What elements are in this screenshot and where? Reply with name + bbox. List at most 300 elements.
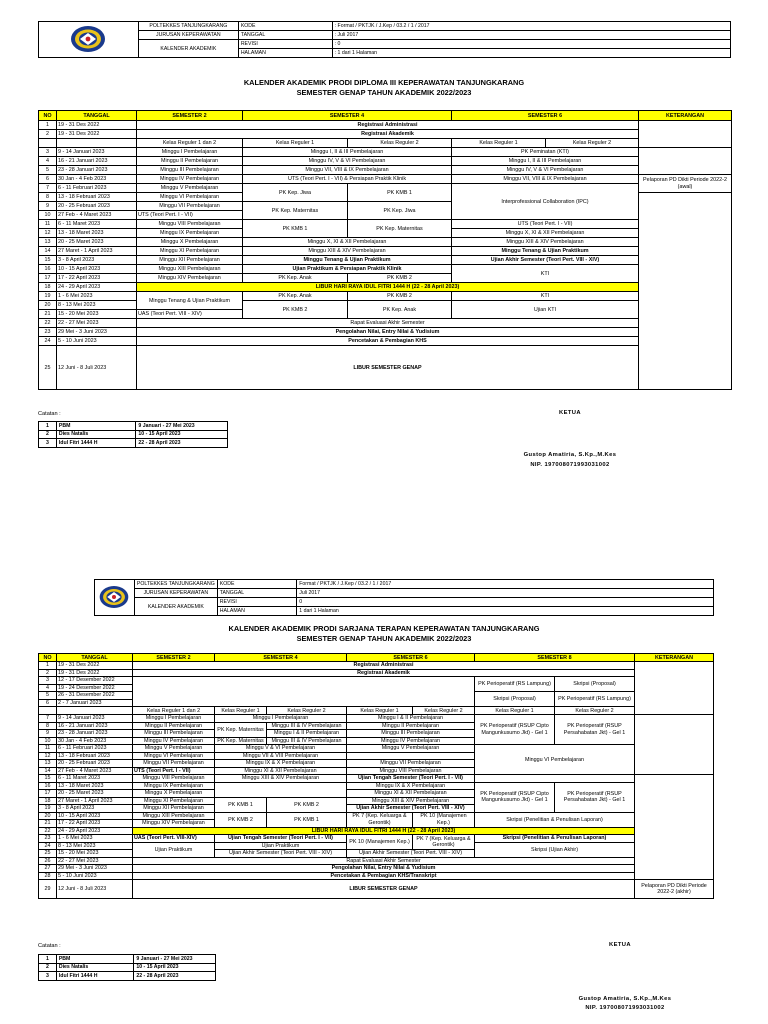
row-date: 9 - 14 Januari 2023 [57,148,137,157]
cell-activity: Rapat Evaluasi Akhir Semester [133,857,635,865]
row-date: 19 - 31 Des 2022 [57,130,137,139]
row-no: 10 [39,737,57,745]
row-date: 3 - 8 April 2023 [57,256,137,265]
cell-activity: Minggu XII Pembelajaran [133,805,215,813]
row-date: 30 Jan - 4 Feb 2023 [57,175,137,184]
cell-activity: UAS (Teori Pert. VIII - XIV) [137,310,243,319]
calendar-subtitle-d3: SEMESTER GENAP TAHUN AKADEMIK 2022/2023 [296,88,472,97]
cell-activity: PK Kep. Maternitas [348,220,452,238]
row-date: 30 Jan - 4 Feb 2023 [57,737,133,745]
row-no: 20 [39,812,57,820]
holiday-row: LIBUR HARI RAYA IDUL FITRI 1444 H (22 - 28 April 2023) [137,283,639,292]
row-date: 12 - 17 Desember 2022 [57,677,133,685]
row-no: 3 [39,677,57,685]
signatory-nip: NIP. 197008071993031002 [530,462,610,468]
row-no: 10 [39,211,57,220]
row-no: 13 [39,238,57,247]
institution-name: POLTEKKES TANJUNGKARANG [134,580,217,589]
cell-activity: Ujian Akhir Semester (Teori Pert. VIII - XIV) [215,850,347,858]
note-date: 10 - 15 April 2023 [136,430,228,439]
row-date: 15 - 20 Mei 2023 [57,850,133,858]
row-date: 8 - 13 Mei 2023 [57,301,137,310]
row-no: 8 [39,193,57,202]
field-label: REVISI [217,598,296,607]
row-no: 23 [39,835,57,843]
note-item: Idul Fitri 1444 H [56,972,133,981]
cell-activity: LIBUR SEMESTER GENAP [133,880,635,899]
class-header: Kelas Reguler 1 [215,707,267,715]
row-date: 26 - 31 Desember 2022 [57,692,133,700]
cell-note: Pelaporan PD Dikti Periode 2022-2 (awal) [639,175,732,193]
row-no: 15 [39,775,57,783]
cell-activity: Minggu XI & XII Pembelajaran [215,767,347,775]
cell-activity: PK 7 (Kep. Keluarga & Gerontik) [413,835,475,850]
row-date: 27 Maret - 1 April 2023 [57,247,137,256]
row-date: 6 - 11 Maret 2023 [57,220,137,229]
cell-activity: Minggu XI Pembelajaran [137,247,243,256]
cell-activity: PK Kep. Maternitas [215,737,267,745]
row-no: 19 [39,292,57,301]
cell-activity: Minggu VII Pembelajaran [137,202,243,211]
row-no: 18 [39,283,57,292]
cell-activity: Minggu IV, V & VI Pembelajaran [243,157,452,166]
row-no: 22 [39,827,57,835]
row-no: 12 [39,229,57,238]
cell-activity: Minggu X, XI & XII Pembelajaran [452,229,639,238]
class-header: Kelas Reguler 2 [555,707,635,715]
row-no: 18 [39,797,57,805]
class-header: Kelas Reguler 1 [347,707,413,715]
note-no: 1 [39,422,57,431]
row-no: 16 [39,265,57,274]
cell-activity: PK 7 (Kep. Keluarga & Gerontik) [347,812,413,827]
cell-activity: Minggu IV, V & VI Pembelajaran [452,166,639,175]
cell-activity: Minggu I & II Pembelajaran [347,715,475,723]
cell-activity: Skripsi (Penelitian & Penulisan Laporan) [475,812,635,827]
cell-activity: PK Kep. Jiwa [243,184,348,202]
row-date: 16 - 21 Januari 2023 [57,722,133,730]
row-date: 23 - 28 Januari 2023 [57,166,137,175]
row-date: 17 - 22 April 2023 [57,820,133,828]
cell-activity: PK KMB 1 [348,184,452,202]
row-date: 24 - 29 April 2023 [57,827,133,835]
cell-activity: Minggu XIV Pembelajaran [137,274,243,283]
row-no: 5 [39,692,57,700]
cell-activity: Minggu IX Pembelajaran [137,229,243,238]
field-value: 1 dari 1 Halaman [297,607,714,616]
cell-activity: Registrasi Akademik [137,130,639,139]
cell-activity: Minggu XI Pembelajaran [133,797,215,805]
cell-note [639,148,732,175]
notes-table-top [38,421,228,448]
row-no: 7 [39,184,57,193]
note-item: PBM [56,955,133,964]
cell-activity: Pengolahan Nilai, Entry Nilai & Yudisium [133,865,635,873]
class-header: Kelas Reguler 2 [267,707,347,715]
col-header: SEMESTER 6 [347,654,475,662]
cell-activity: PK KMB 1 [267,812,347,827]
field-label: TANGGAL [217,589,296,598]
cell-activity: PK Perioperatif (RSUP Cipto Mangunkusumo Jkt) - Gel 1 [475,715,555,745]
row-date: 23 - 28 Januari 2023 [57,730,133,738]
cell-activity: Minggu XIII & XIV Pembelajaran [347,797,475,805]
cell-activity: Minggu IV Pembelajaran [137,175,243,184]
row-no: 15 [39,256,57,265]
row-no: 26 [39,857,57,865]
cell-activity: Minggu II Pembelajaran [137,157,243,166]
cell-activity: Pencetakan & Pembagian KHS [137,337,639,346]
cell-activity: Minggu XIV Pembelajaran [133,820,215,828]
cell-activity: Ujian Tengah Semester (Teori Pert. I - VII) [347,775,475,783]
row-no: 5 [39,166,57,175]
note-no: 3 [39,972,57,981]
row-date: 13 - 18 Maret 2023 [57,782,133,790]
field-value: : Juli 2017 [332,31,730,40]
calendar-table-d3 [38,110,732,390]
row-date: 20 - 25 Februari 2023 [57,202,137,211]
cell-activity: PK Perioperatif (RS Lampung) [555,692,635,707]
cell-activity: PK Kep. Jiwa [348,202,452,220]
cell-activity: Minggu XIII & XIV Pembelajaran [452,238,639,247]
calendar-table-st [38,653,714,899]
cell-note [639,193,732,390]
row-no: 2 [39,130,57,139]
row-no: 24 [39,842,57,850]
col-header: NO [39,111,57,121]
cell-activity: Minggu XIII & XIV Pembelajaran [243,247,452,256]
row-date: 13 - 18 Februari 2023 [57,193,137,202]
field-label: KODE [238,22,332,31]
note-date: 9 Januari - 27 Mei 2023 [134,955,216,964]
cell-activity: PK Kep. Maternitas [215,722,267,737]
field-label: REVISI [238,40,332,49]
row-date: 2 - 7 Januari 2023 [57,699,133,707]
row-no: 25 [39,850,57,858]
row-date: 29 Mei - 3 Juni 2023 [57,328,137,337]
row-no: 14 [39,247,57,256]
col-header: SEMESTER 2 [137,111,243,121]
note-item: Idul Fitri 1444 H [56,439,136,448]
row-date: 6 - 11 Maret 2023 [57,775,133,783]
cell-activity: UTS (Teori Pert. I - VII) [133,767,215,775]
row-date: 6 - 11 Februari 2023 [57,184,137,193]
cell-activity: UAS (Teori Pert. VIII-XIV) [133,835,215,843]
logo-cell [95,580,135,616]
cell-activity: Ujian Akhir Semester (Teori Pert. VIII - XIV) [452,256,639,265]
holiday-row: LIBUR HARI RAYA IDUL FITRI 1444 H (22 - 28 April 2023) [133,827,635,835]
row-no: 28 [39,872,57,880]
institution-name: POLTEKKES TANJUNGKARANG [138,22,238,31]
row-date: 3 - 8 April 2023 [57,805,133,813]
cell-activity: Registrasi Administrasi [137,121,639,130]
cell-activity: PK Perioperatif (RSUP Persahabatan Jkt) - Gel 1 [555,782,635,812]
row-no: 21 [39,310,57,319]
cell-activity: KTI [452,265,639,283]
class-header: Kelas Reguler 2 [546,139,639,148]
cell-activity: PK KMB 1 [243,220,348,238]
row-date: 20 - 25 Maret 2023 [57,790,133,798]
poltekkes-logo-icon [98,584,130,610]
row-date: 19 - 31 Des 2022 [57,121,137,130]
cell-activity: Minggu IX Pembelajaran [133,782,215,790]
row-date: 5 - 10 Juni 2023 [57,872,133,880]
cell-activity: Minggu XI & XII Pembelajaran [347,790,475,798]
field-label: KODE [217,580,296,589]
row-date: 8 - 13 Mei 2023 [57,842,133,850]
cell-activity: PK KMB 2 [348,292,452,301]
note-item: Dies Natalis [56,430,136,439]
field-label: HALAMAN [238,49,332,58]
note-no: 3 [39,439,57,448]
cell-activity: PK Kep. Anak [348,301,452,319]
cell-activity: Minggu I, II & III Pembelajaran [452,157,639,166]
note-item: PBM [56,422,136,431]
row-no: 25 [39,346,57,390]
cell-activity: Registrasi Administrasi [133,662,635,670]
cell-activity: Minggu III Pembelajaran [137,166,243,175]
col-header: SEMESTER 2 [133,654,215,662]
class-header: Kelas Reguler 2 [413,707,475,715]
cell-activity: PK Peminatan (KTI) [452,148,639,157]
cell-activity: LIBUR SEMESTER GENAP [137,346,639,390]
cell-activity: UTS (Teori Pert. I - VII) [137,211,243,220]
class-header: Kelas Reguler 1 [452,139,546,148]
row-date: 22 - 27 Mei 2023 [57,857,133,865]
row-date: 12 Juni - 8 Juli 2023 [57,346,137,390]
row-no: 4 [39,684,57,692]
cell-activity: Registrasi Akademik [133,669,635,677]
row-date: 19 - 31 Des 2022 [57,662,133,670]
cell-activity: Rapat Evaluasi Akhir Semester [137,319,639,328]
cell-activity: PK Kep. Anak [243,274,348,283]
cell-activity: Minggu VII Pembelajaran [133,760,215,768]
cell-activity: Ujian Akhir Semester (Teori Pert. VIII - XIV) [347,850,475,858]
cell-activity: Ujian Tengah Semester (Teori Pert. I - VII) [215,835,347,843]
cell-activity: Minggu IV Pembelajaran [133,737,215,745]
row-date: 6 - 11 Februari 2023 [57,745,133,753]
department-name: JURUSAN KEPERAWATAN [138,31,238,40]
row-date: 19 - 24 Desember 2022 [57,684,133,692]
signatory-role: KETUA [609,942,631,948]
row-no: 9 [39,202,57,211]
row-no: 27 [39,865,57,873]
row-no: 6 [39,175,57,184]
col-header: SEMESTER 4 [215,654,347,662]
cell-activity: Ujian Akhir Semester (Teori Pert. VIII - XIV) [347,805,475,813]
row-date: 16 - 21 Januari 2023 [57,157,137,166]
row-date: 15 - 20 Mei 2023 [57,310,137,319]
cell-activity: Minggu XII Pembelajaran [137,256,243,265]
cell-activity: PK KMB 2 [267,797,347,812]
row-no: 1 [39,121,57,130]
cell-activity: Minggu III & IV Pembelajaran [267,722,347,730]
cell-empty [133,677,475,707]
cell-activity: PK 10 (Manajemen Kep.) [347,835,413,850]
note-no: 1 [39,955,57,964]
row-no: 23 [39,328,57,337]
cell-activity: Minggu I Pembelajaran [133,715,215,723]
calendar-title-d3: KALENDER AKADEMIK PRODI DIPLOMA III KEPERAWATAN TANJUNGKARANG [243,78,525,87]
cell-activity: Minggu V Pembelajaran [133,745,215,753]
signatory-name: Gustop Amatiria, S.Kp.,M.Kes [578,996,672,1002]
cell-activity: Minggu XIII Pembelajaran [137,265,243,274]
row-date: 19 - 31 Des 2022 [57,669,133,677]
cell-activity: KTI [452,292,639,301]
row-date: 12 Juni - 8 Juli 2023 [57,880,133,899]
cell-activity: Ujian Praktikum [133,842,215,857]
col-header: KETERANGAN [635,654,714,662]
cell-note [639,121,732,148]
row-no: 22 [39,319,57,328]
cell-activity: Minggu IX & X Pembelajaran [215,760,347,768]
row-date: 20 - 25 Maret 2023 [57,238,137,247]
class-header: Kelas Reguler 1 [243,139,348,148]
row-date: 29 Mei - 3 Juni 2023 [57,865,133,873]
row-no: 4 [39,157,57,166]
row-date: 13 - 18 Maret 2023 [57,229,137,238]
cell-note [635,775,714,880]
header-box-top [38,21,731,58]
cell-activity: Minggu III & IV Pembelajaran [267,737,347,745]
notes-label: Catatan : [38,411,61,417]
class-header: Kelas Reguler 2 [348,139,452,148]
cell-activity: Minggu VI Pembelajaran [475,745,635,775]
cell-activity: Minggu Tenang & Ujian Praktikum [243,256,452,265]
cell-activity: UTS (Teori Pert. I - VII) [452,220,639,229]
cell-activity: Skripsi (Proposal) [555,677,635,692]
cell-activity: PK Kep. Maternitas [243,202,348,220]
row-date: 10 - 15 April 2023 [57,265,137,274]
cell-note [635,662,714,715]
document-name: KALENDER AKADEMIK [134,598,217,616]
cell-activity: Minggu I Pembelajaran [215,715,347,723]
class-header: Kelas Reguler 1 dan 2 [137,139,243,148]
row-date: 9 - 14 Januari 2023 [57,715,133,723]
cell-activity: PK Kep. Anak [243,292,348,301]
row-date: 17 - 22 April 2023 [57,274,137,283]
cell-activity: Minggu VIII Pembelajaran [347,767,475,775]
row-no: 7 [39,715,57,723]
cell-activity: Minggu Tenang & Ujian Praktikum [137,292,243,310]
cell-activity: Skripsi (Ujian Akhir) [475,842,635,857]
cell-activity: Minggu VII Pembelajaran [347,760,475,768]
logo-cell [39,22,139,58]
row-no: 19 [39,805,57,813]
cell-activity: Pengolahan Nilai, Entry Nilai & Yudisium [137,328,639,337]
cell-activity: Minggu III Pembelajaran [347,730,475,738]
row-date: 1 - 6 Mei 2023 [57,292,137,301]
cell-activity: Minggu VI Pembelajaran [133,752,215,760]
signatory-role: KETUA [559,410,581,416]
cell-activity: Minggu XIII & XIV Pembelajaran [215,775,347,783]
field-label: TANGGAL [238,31,332,40]
cell-activity: Minggu X Pembelajaran [137,238,243,247]
note-date: 22 - 28 April 2023 [136,439,228,448]
cell-activity: Minggu X, XI & XII Pembelajaran [243,238,452,247]
field-value: Juli 2017 [297,589,714,598]
class-header: Kelas Reguler 1 [475,707,555,715]
class-header: Kelas Reguler 1 dan 2 [133,707,215,715]
row-no: 2 [39,669,57,677]
cell-activity: Ujian Praktikum [215,842,347,850]
cell-activity: Minggu II Pembelajaran [133,722,215,730]
cell-activity: Skripsi (Penelitian & Penulisan Laporan) [475,835,635,843]
row-no: 11 [39,745,57,753]
signatory-nip: NIP. 197008071993031002 [585,1005,665,1011]
cell-activity: PK KMB 2 [215,812,267,827]
cell-activity: UTS (Teori Pert. I - VII) & Persiapan Praktik Klinik [243,175,452,184]
field-label: HALAMAN [217,607,296,616]
cell-activity: Minggu VIII Pembelajaran [137,220,243,229]
calendar-title-st: KALENDER AKADEMIK PRODI SARJANA TERAPAN KEPERAWATAN TANJUNGKARANG [228,624,540,633]
poltekkes-logo-icon [69,24,107,54]
row-date: 5 - 10 Juni 2023 [57,337,137,346]
col-header: TANGGAL [57,111,137,121]
note-date: 9 Januari - 27 Mei 2023 [136,422,228,431]
notes-table-bottom [38,954,216,981]
cell-activity: Minggu VI Pembelajaran [137,193,243,202]
cell-activity: Minggu V Pembelajaran [137,184,243,193]
note-no: 2 [39,430,57,439]
row-date: 1 - 6 Mei 2023 [57,835,133,843]
row-no: 16 [39,782,57,790]
row-no: 29 [39,880,57,899]
note-item: Dies Natalis [56,963,133,972]
field-value: : Format / PKTJK / J.Kep / 03.2 / 1 / 2017 [332,22,730,31]
row-no: 20 [39,301,57,310]
cell-activity: PK Perioperatif (RSUP Cipto Mangunkusumo Jkt) - Gel 1 [475,782,555,812]
cell-activity: PK KMB 2 [348,274,452,283]
field-value: : 1 dari 1 Halaman [332,49,730,58]
row-no: 21 [39,820,57,828]
row-no: 1 [39,662,57,670]
row-date: 22 - 27 Mei 2023 [57,319,137,328]
row-date: 13 - 18 Februari 2023 [57,752,133,760]
row-no: 11 [39,220,57,229]
cell-note [635,715,714,775]
row-no: 3 [39,148,57,157]
header-box-bottom [94,579,714,616]
cell-activity: Minggu II Pembelajaran [347,722,475,730]
col-header: NO [39,654,57,662]
department-name: JURUSAN KEPERAWATAN [134,589,217,598]
cell-activity: Minggu IV Pembelajaran [347,737,475,745]
cell-activity: Ujian Praktikum & Persiapan Praktik Klinik [243,265,452,274]
notes-label: Catatan : [38,943,61,949]
cell-activity: Minggu V Pembelajaran [347,745,475,753]
field-value: Format / PKTJK / J.Kep / 03.2 / 1 / 2017 [297,580,714,589]
cell-activity: Minggu III Pembelajaran [133,730,215,738]
row-date: 27 Feb - 4 Maret 2023 [57,767,133,775]
cell-activity: Minggu I & II Pembelajaran [267,730,347,738]
col-header: TANGGAL [57,654,133,662]
row-date: 10 - 15 April 2023 [57,812,133,820]
note-date: 22 - 28 April 2023 [134,972,216,981]
row-date: 27 Feb - 4 Maret 2023 [57,211,137,220]
signatory-name: Gustop Amatiria, S.Kp.,M.Kes [523,452,617,458]
cell-activity: PK 10 (Manajemen Kep.) [413,812,475,827]
cell-activity: Minggu I, II & III Pembelajaran [243,148,452,157]
cell-activity: Minggu VII, VIII & IX Pembelajaran [452,175,639,184]
document-name: KALENDER AKADEMIK [138,40,238,58]
cell-activity: PK KMB 1 [215,797,267,812]
calendar-subtitle-st: SEMESTER GENAP TAHUN AKADEMIK 2022/2023 [296,634,472,643]
field-value: : 0 [332,40,730,49]
cell-activity [347,752,475,760]
row-no: 14 [39,767,57,775]
row-no: 12 [39,752,57,760]
cell-activity: Interprofessional Collaboration (IPC) [452,184,639,220]
